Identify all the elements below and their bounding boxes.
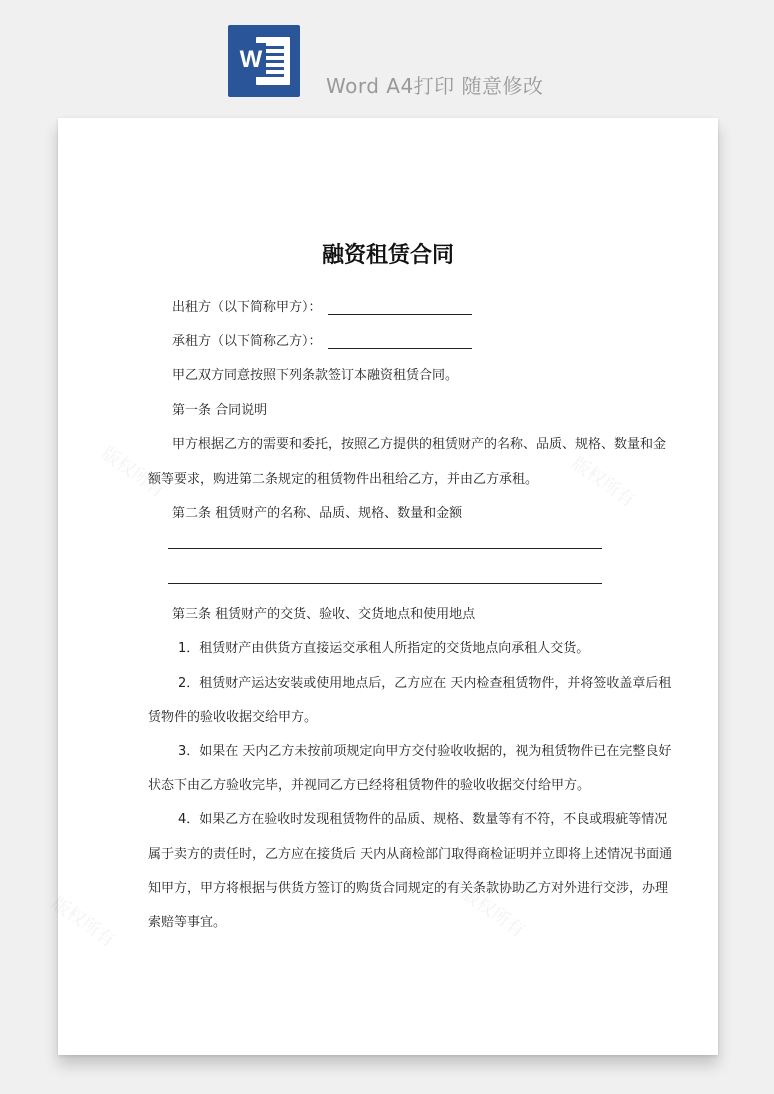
header [0, 0, 774, 118]
paragraph-line: 4．如果乙方在验收时发现租赁物件的品质、规格、数量等有不符，不良或瑕疵等情况 [178, 812, 668, 827]
watermark: 版权所有 [567, 452, 639, 512]
word-logo-icon [228, 25, 300, 97]
paragraph-line: 索赔等事宜。 [148, 915, 227, 930]
paragraph-line: 1．租赁财产由供货方直接运交承租人所指定的交货地点向承租人交货。 [178, 641, 590, 656]
fill-in-line[interactable] [168, 548, 602, 549]
header-caption: Word A4打印 随意修改 [326, 74, 544, 98]
party-a-line [172, 296, 472, 315]
article-heading: 第一条 合同说明 [172, 403, 268, 418]
paragraph-line: 赁物件的验收收据交给甲方。 [148, 710, 318, 725]
watermark: 版权所有 [457, 882, 529, 942]
paragraph-line: 3．如果在 天内乙方未按前项规定向甲方交付验收收据的，视为租赁物件已在完整良好 [178, 744, 672, 759]
party-b-blank[interactable] [328, 335, 472, 349]
document-page [47, 118, 718, 1055]
paragraph-line: 额等要求，购进第二条规定的租赁物件出租给乙方，并由乙方承租。 [148, 472, 539, 487]
word-logo-letter: W [236, 43, 266, 77]
party-a-blank[interactable] [328, 301, 472, 315]
paragraph-line: 属于卖方的责任时，乙方应在接货后 天内从商检部门取得商检证明并立即将上述情况书面通 [148, 847, 673, 862]
watermark: 版权所有 [97, 442, 169, 502]
party-a-label: 出租方（以下简称甲方）： [172, 300, 322, 315]
article-heading: 第三条 租赁财产的交货、验收、交货地点和使用地点 [172, 607, 476, 622]
document-title: 融资租赁合同 [321, 243, 454, 268]
watermark: 版权所有 [47, 892, 119, 952]
paragraph-line: 知甲方，甲方将根据与供货方签订的购货合同规定的有关条款协助乙方对外进行交涉，办理 [148, 881, 669, 896]
party-b-label: 承租方（以下简称乙方）： [172, 334, 322, 349]
party-b-line [172, 330, 472, 349]
paragraph-line: 2．租赁财产运达安装或使用地点后，乙方应在 天内检查租赁物件，并将签收盖章后租 [178, 676, 672, 691]
paragraph-line: 甲乙双方同意按照下列条款签订本融资租赁合同。 [172, 368, 459, 383]
article-heading: 第二条 租赁财产的名称、品质、规格、数量和金额 [172, 506, 463, 521]
paragraph-line: 甲方根据乙方的需要和委托，按照乙方提供的租赁财产的名称、品质、规格、数量和金 [172, 437, 667, 452]
fill-in-line[interactable] [168, 583, 602, 584]
paragraph-line: 状态下由乙方验收完毕，并视同乙方已经将租赁物件的验收收据交付给甲方。 [148, 778, 591, 793]
